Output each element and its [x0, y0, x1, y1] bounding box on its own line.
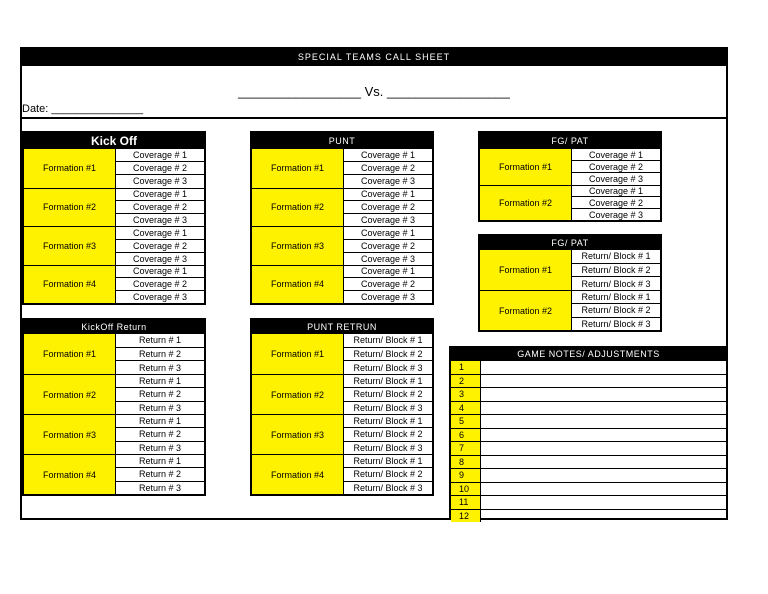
note-row: [451, 360, 726, 374]
call-cell[interactable]: Return # 1: [138, 376, 182, 387]
call-cell[interactable]: Coverage # 1: [588, 149, 644, 160]
note-number: 10: [451, 483, 481, 496]
game-notes-title: GAME NOTES/ ADJUSTMENTS: [451, 348, 726, 360]
call-cell[interactable]: Return/ Block # 3: [572, 276, 660, 290]
call-cell[interactable]: Coverage # 2: [572, 196, 660, 208]
call-cell[interactable]: Return/ Block # 1: [353, 416, 423, 427]
formation-label: Formation #2: [252, 375, 344, 414]
fgpat-title: FG/ PAT: [480, 133, 660, 149]
call-cell[interactable]: Return # 2: [116, 347, 204, 361]
formation-label: Formation #3: [24, 415, 116, 454]
sheet-title: SPECIAL TEAMS CALL SHEET: [22, 49, 726, 66]
formation-group: [24, 374, 204, 414]
note-entry[interactable]: [481, 456, 726, 469]
call-cell[interactable]: Return/ Block # 1: [353, 376, 423, 387]
formation-group: [24, 265, 204, 304]
call-cell[interactable]: Return/ Block # 2: [344, 427, 432, 440]
formation-label: Formation #4: [24, 266, 116, 304]
note-row: [451, 509, 726, 523]
kickoff-title: Kick Off: [24, 133, 204, 149]
call-cell[interactable]: Return/ Block # 3: [572, 317, 660, 330]
call-cell[interactable]: Coverage # 2: [116, 239, 204, 252]
call-cell[interactable]: Coverage # 3: [116, 174, 204, 187]
formation-group: [252, 414, 432, 454]
note-number: 11: [451, 496, 481, 509]
formation-label: Formation #2: [480, 186, 572, 221]
punt-return-block: [250, 318, 434, 496]
date-field[interactable]: Date: _______________: [22, 103, 144, 115]
call-cell[interactable]: Return/ Block # 2: [572, 303, 660, 316]
call-cell[interactable]: Return # 1: [138, 416, 182, 427]
formation-group: [24, 414, 204, 454]
note-entry[interactable]: [481, 429, 726, 442]
call-cell[interactable]: Return # 2: [116, 387, 204, 400]
formation-group: [480, 290, 660, 330]
note-entry[interactable]: [481, 442, 726, 455]
formation-group: [24, 188, 204, 227]
punt-return-title: PUNT RETRUN: [252, 320, 432, 334]
call-cell[interactable]: Coverage # 3: [116, 252, 204, 265]
formation-group: [252, 454, 432, 494]
call-cell[interactable]: Coverage # 1: [360, 189, 416, 200]
call-cell[interactable]: Coverage # 1: [360, 150, 416, 161]
note-number: 8: [451, 456, 481, 469]
call-cell[interactable]: Coverage # 1: [132, 266, 188, 277]
formation-group: [252, 226, 432, 265]
note-number: 5: [451, 415, 481, 428]
formation-label: Formation #3: [252, 227, 344, 265]
note-row: [451, 495, 726, 509]
note-row: [451, 441, 726, 455]
note-row: [451, 387, 726, 401]
formation-label: Formation #1: [480, 149, 572, 185]
note-number: 3: [451, 388, 481, 401]
game-notes: [449, 346, 728, 520]
call-cell[interactable]: Return/ Block # 2: [344, 387, 432, 400]
call-cell[interactable]: Coverage # 1: [132, 150, 188, 161]
call-cell[interactable]: Return/ Block # 3: [344, 401, 432, 414]
call-cell[interactable]: Coverage # 1: [360, 227, 416, 238]
call-cell[interactable]: Return/ Block # 2: [344, 347, 432, 361]
note-row: [451, 414, 726, 428]
note-row: [451, 455, 726, 469]
formation-group: [480, 250, 660, 290]
call-cell[interactable]: Coverage # 2: [116, 161, 204, 174]
note-entry[interactable]: [481, 483, 726, 496]
call-cell[interactable]: Coverage # 2: [116, 277, 204, 290]
note-entry[interactable]: [481, 361, 726, 374]
formation-group: [480, 149, 660, 185]
call-cell[interactable]: Coverage # 2: [344, 239, 432, 252]
punt-title: PUNT: [252, 133, 432, 149]
formation-group: [252, 334, 432, 374]
note-entry[interactable]: [481, 402, 726, 415]
call-cell[interactable]: Return/ Block # 1: [581, 292, 651, 303]
formation-label: Formation #3: [24, 227, 116, 265]
call-cell[interactable]: Coverage # 3: [344, 290, 432, 303]
note-row: [451, 468, 726, 482]
kickoff-block: [22, 131, 206, 305]
formation-label: Formation #3: [252, 415, 344, 454]
kickoff-return-title: KickOff Return: [24, 320, 204, 334]
call-cell[interactable]: Coverage # 2: [344, 161, 432, 174]
formation-label: Formation #1: [24, 334, 116, 374]
call-cell[interactable]: Coverage # 1: [588, 185, 644, 196]
formation-group: [24, 226, 204, 265]
call-cell[interactable]: Return/ Block # 3: [344, 441, 432, 454]
note-number: 9: [451, 469, 481, 482]
fgpat-return-block-block: [478, 234, 662, 332]
call-cell[interactable]: Coverage # 3: [572, 208, 660, 220]
call-cell[interactable]: Return # 3: [116, 481, 204, 494]
note-entry[interactable]: [481, 496, 726, 509]
note-entry[interactable]: [481, 415, 726, 428]
call-cell[interactable]: Return/ Block # 1: [353, 456, 423, 467]
note-number: 2: [451, 375, 481, 388]
call-cell[interactable]: Coverage # 2: [344, 200, 432, 213]
call-cell[interactable]: Coverage # 3: [572, 172, 660, 184]
call-cell[interactable]: Coverage # 1: [360, 266, 416, 277]
note-number: 4: [451, 402, 481, 415]
kickoff-return-block: [22, 318, 206, 496]
formation-label: Formation #1: [480, 250, 572, 290]
call-cell[interactable]: Return # 1: [138, 335, 182, 346]
formation-label: Formation #4: [252, 266, 344, 304]
punt-block: [250, 131, 434, 305]
formation-group: [252, 149, 432, 188]
note-row: [451, 401, 726, 415]
formation-group: [480, 185, 660, 221]
formation-label: Formation #2: [252, 189, 344, 227]
note-entry[interactable]: [481, 510, 726, 523]
formation-label: Formation #4: [252, 455, 344, 494]
formation-label: Formation #4: [24, 455, 116, 494]
note-row: [451, 428, 726, 442]
note-number: 12: [451, 510, 481, 523]
formation-label: Formation #1: [24, 149, 116, 188]
call-cell[interactable]: Return/ Block # 3: [344, 481, 432, 494]
call-cell[interactable]: Return/ Block # 3: [344, 360, 432, 374]
call-cell[interactable]: Coverage # 3: [116, 290, 204, 303]
call-cell[interactable]: Return/ Block # 2: [344, 467, 432, 480]
call-cell[interactable]: Coverage # 1: [132, 189, 188, 200]
call-cell[interactable]: Return/ Block # 1: [581, 251, 651, 262]
note-entry[interactable]: [481, 375, 726, 388]
formation-label: Formation #1: [252, 334, 344, 374]
note-row: [451, 374, 726, 388]
call-cell[interactable]: Return # 2: [116, 427, 204, 440]
call-cell[interactable]: Return/ Block # 2: [572, 263, 660, 277]
call-cell[interactable]: Coverage # 3: [116, 213, 204, 226]
note-entry[interactable]: [481, 469, 726, 482]
note-number: 6: [451, 429, 481, 442]
formation-group: [252, 188, 432, 227]
call-cell[interactable]: Return # 2: [116, 467, 204, 480]
formation-group: [252, 265, 432, 304]
call-cell[interactable]: Return # 1: [138, 456, 182, 467]
formation-label: Formation #2: [24, 189, 116, 227]
formation-label: Formation #2: [24, 375, 116, 414]
call-cell[interactable]: Coverage # 3: [344, 252, 432, 265]
formation-label: Formation #2: [480, 291, 572, 330]
call-cell[interactable]: Coverage # 2: [116, 200, 204, 213]
formation-group: [24, 334, 204, 374]
fgpat-block: [478, 131, 662, 222]
call-cell[interactable]: Coverage # 2: [572, 160, 660, 172]
formation-label: Formation #1: [252, 149, 344, 188]
call-cell[interactable]: Coverage # 3: [344, 174, 432, 187]
call-cell[interactable]: Coverage # 3: [344, 213, 432, 226]
note-row: [451, 482, 726, 496]
fgpat-block-title: FG/ PAT: [480, 236, 660, 250]
note-entry[interactable]: [481, 388, 726, 401]
call-cell[interactable]: Return # 3: [116, 441, 204, 454]
formation-group: [252, 374, 432, 414]
formation-group: [24, 454, 204, 494]
divider: [20, 117, 728, 119]
note-number: 7: [451, 442, 481, 455]
matchup-line[interactable]: _________________ Vs. _________________: [238, 84, 510, 99]
call-cell[interactable]: Return # 3: [116, 401, 204, 414]
formation-group: [24, 149, 204, 188]
call-cell[interactable]: Return # 3: [116, 360, 204, 374]
note-number: 1: [451, 361, 481, 374]
call-cell[interactable]: Coverage # 1: [132, 227, 188, 238]
call-cell[interactable]: Return/ Block # 1: [353, 335, 423, 346]
call-cell[interactable]: Coverage # 2: [344, 277, 432, 290]
